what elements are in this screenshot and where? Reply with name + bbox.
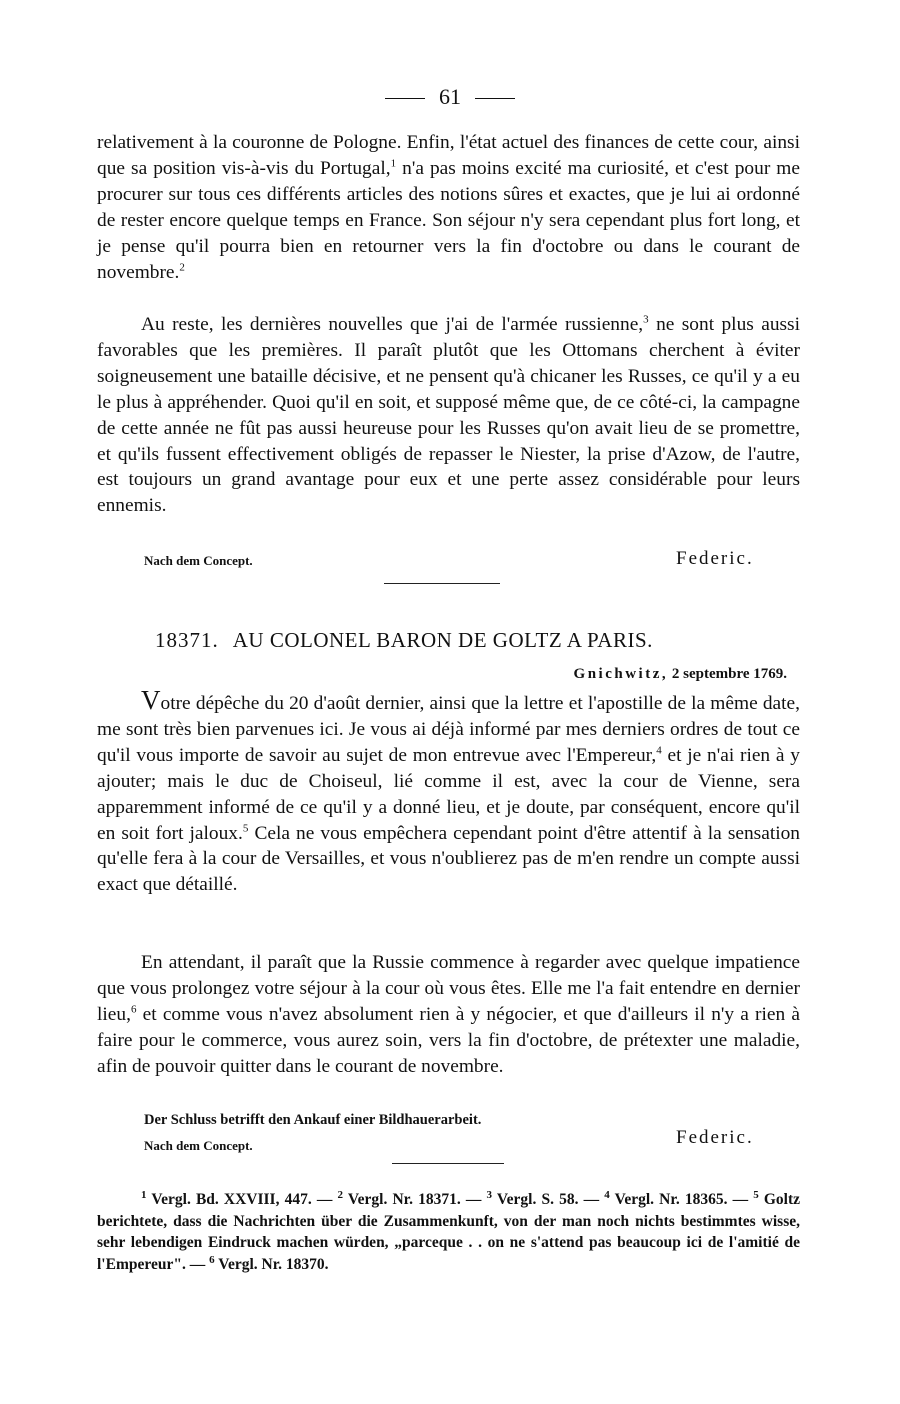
footnote-mark: 2 [337,1188,343,1201]
footnote-2: Vergl. Nr. 18371. — [347,1191,482,1208]
drop-initial: V [141,685,161,715]
footnote-1: Vergl. Bd. XXVIII, 447. — [151,1191,333,1208]
footnote-3: Vergl. S. 58. — [496,1191,600,1208]
footnote-mark: 6 [130,1003,137,1016]
footnote-6: Vergl. Nr. 18370. [218,1255,329,1273]
footnote-mark: 3 [486,1188,492,1201]
signature: Federic. [676,1127,754,1148]
footnote-mark: 4 [604,1188,610,1201]
section-divider [384,583,500,584]
source-note: Nach dem Concept. [144,1138,253,1153]
letter-paragraph-1: Votre dépêche du 20 d'août dernier, ainsi que la lettre et l'apostille de la même date, me sont très bien parvenues ici. Je vous ai déjà informé par mes derniers ordres de tout ce qu'il vous importe de savoir au sujet de mon entrevue avec l'Empereur,$^4$ et je n'ai rien à y ajouter; mais le duc de Choiseul, lié comme il est, avec la cour de Vienne, sera apparemment informé de ce qu'il y a donné lieu, et je doute, par conséquent, encore qu'il en soit fort jaloux.$^5$ Cela ne vous empêchera cependant point d'être attentif à la sensation qu'elle fera à la cour de Versailles, et vous n'oublierez pas de m'en rendre un compte aussi exact que détaillé. [97,685,800,896]
page-number [0,84,900,110]
letter-date: 2 septembre 1769. [671,666,787,682]
footnote-mark: 1 [141,1188,147,1201]
footnote-mark: 4 [656,744,662,757]
letter-dateline [574,666,787,683]
paragraph-army: Au reste, les dernières nouvelles que j'ai de l'armée russienne,$^3$ ne sont plus aussi favorables que les premières. Il paraît plutôt que les Ottomans cherchent à éviter soigneusement une bataille décisive, et ne pensent qu'à chicaner les Russes, ce qu'il y a eu le plus à appréhender. Quoi qu'il en soit, et supposé même que, de ce côté-ci, la campagne de cette année ne fût pas aussi heureuse pour les Russes qu'on avait lieu de se promettre, et qu'ils fussent effectivement obligés de repasser le Niester, la prise d'Azow, de l'autre, est toujours un grand avantage pour eux et une perte assez considérable pour leurs ennemis. [97,313,800,517]
continued-paragraph: relativement à la couronne de Pologne. Enfin, l'état actuel des finances de cette cour, ainsi que sa position vis-à-vis du Portugal,$^1$ n'a pas moins excité ma curiosité, et c'est pour me procurer sur tous ces différents articles des notions sûres et exactes, que je lui ai ordonné de rester encore quelque temps en France. Son séjour n'y sera cependant plus fort long, et je pense qu'il pourra bien en retourner vers la fin d'octobre ou dans le courant de novembre.$^2$ [97,132,800,283]
letter-heading [155,628,653,653]
footnote-4: Vergl. Nr. 18365. — [614,1191,749,1208]
source-note: Nach dem Concept. [144,553,253,568]
letter-paragraph-2: En attendant, il paraît que la Russie commence à regarder avec quelque impatience que vous prolongez votre séjour à la cour où vous êtes. Elle me l'a fait entendre en dernier lieu,$^6$ et comme vous n'avez absolument rien à y négocier, et que d'ailleurs il n'y a rien à faire pour le commerce, vous aurez soin, vers la fin d'octobre, de prétexter une maladie, afin de pouvoir quitter dans le courant de novembre. [97,952,801,1077]
footnote-5: Goltz berichtete, dass die Nachrichten über die Zusammenkunft, von der man noch nichts bestimmtes wisse, sehr lebendigen Eindruck machen würden, „parceque . . on ne s'attend pas beaucoup ici de l'amitié de l'Empereur". — [97,1191,801,1273]
footnote-divider [392,1163,504,1164]
footnote-mark: 5 [242,822,249,835]
footnotes [97,1189,800,1275]
signature: Federic. [676,548,754,569]
page-number-dash-left [385,98,425,99]
footnote-mark: 6 [209,1253,215,1266]
page-number-dash-right [475,98,515,99]
footnote-block [97,1189,800,1275]
letter-title: AU COLONEL BARON DE GOLTZ A PARIS. [232,628,653,652]
letter-number: 18371. [155,628,219,652]
footnote-mark: 1 [390,157,397,170]
footnote-mark: 3 [643,313,649,326]
page-number-text: 61 [439,84,461,109]
letter-place: Gnichwitz, [573,666,669,682]
footnote-mark: 5 [753,1188,759,1201]
footnote-mark: 2 [179,261,185,274]
closing-note: Der Schluss betrifft den Ankauf einer Bildhauerarbeit. [144,1112,482,1128]
